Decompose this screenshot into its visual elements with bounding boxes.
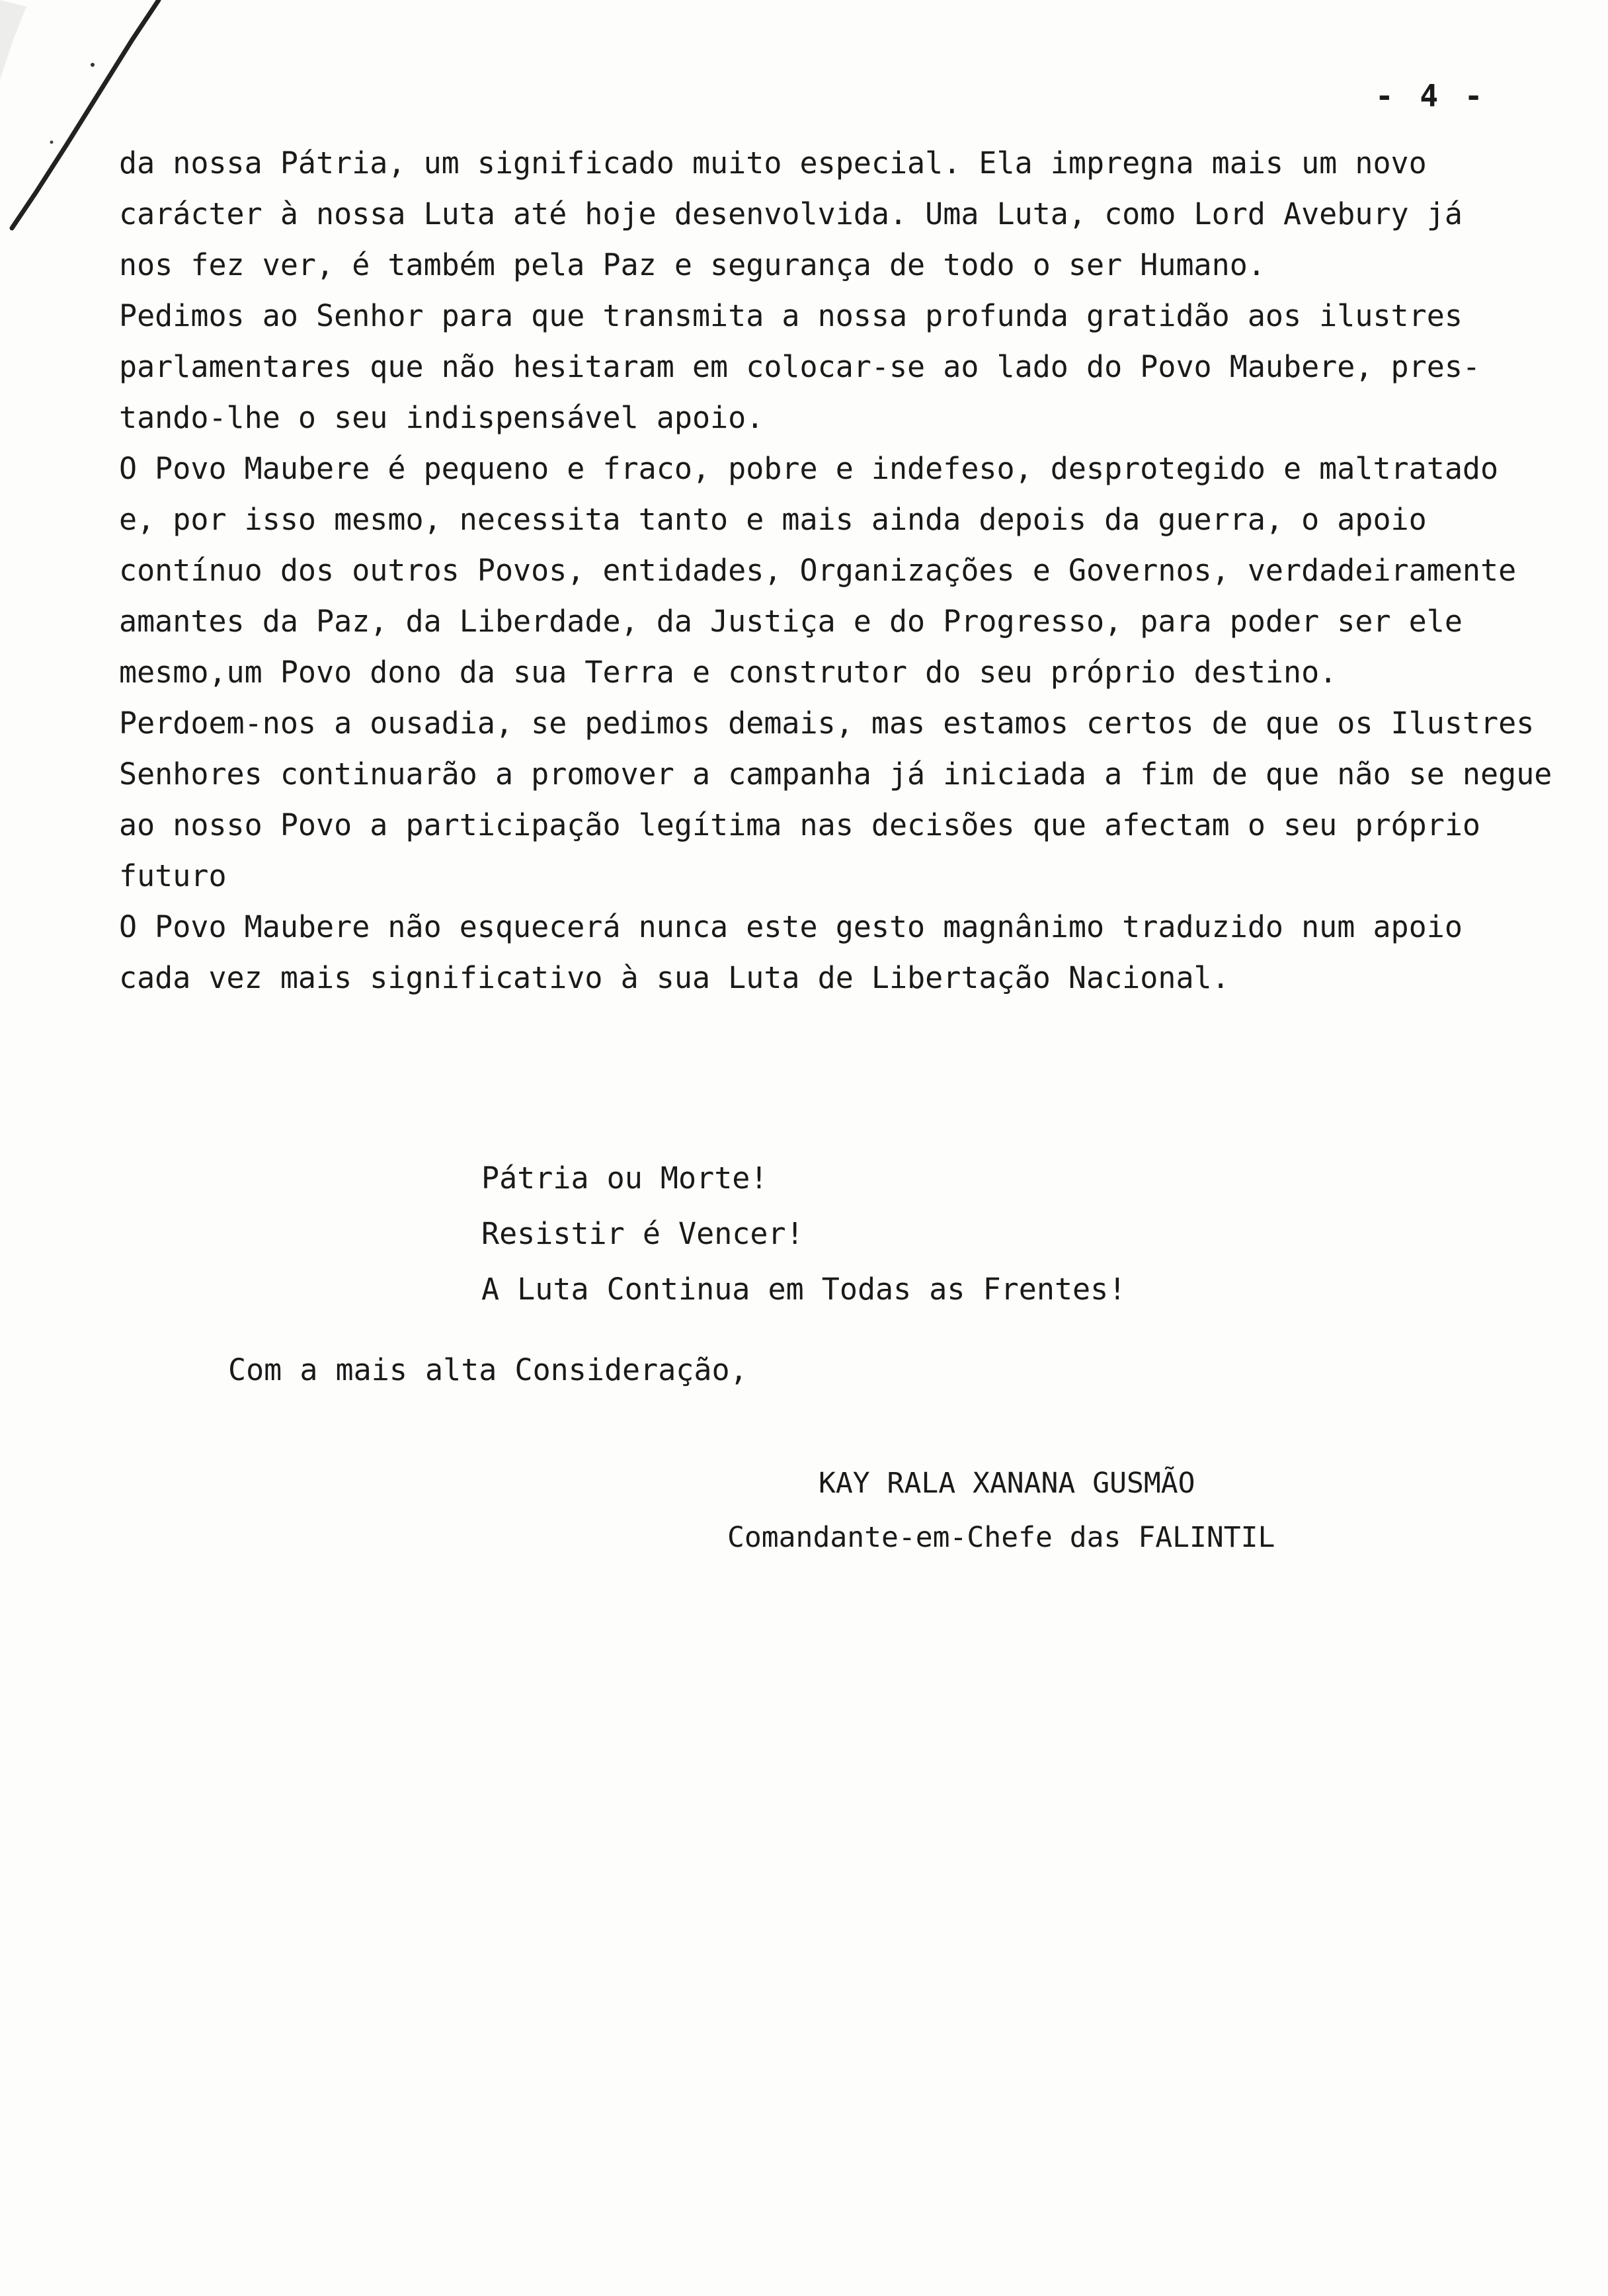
signatory-name: KAY RALA XANANA GUSMÃO (819, 1467, 1195, 1500)
signatory-title: Comandante-em-Chefe das FALINTIL (727, 1521, 1275, 1554)
motto-line: A Luta Continua em Todas as Frentes! (481, 1272, 1127, 1307)
motto-line: Resistir é Vencer! (481, 1216, 804, 1251)
motto-line: Pátria ou Morte! (481, 1161, 768, 1196)
body-line: Pedimos ao Senhor para que transmita a nossa profunda gratidão aos ilustres (119, 298, 1463, 333)
body-line: mesmo,um Povo dono da sua Terra e construtor do seu próprio destino. (119, 655, 1338, 690)
body-line: parlamentares que não hesitaram em colocar-se ao lado do Povo Maubere, pres- (119, 349, 1481, 384)
body-line: O Povo Maubere é pequeno e fraco, pobre e indefeso, desprotegido e maltratado (119, 451, 1499, 486)
body-line: carácter à nossa Luta até hoje desenvolvida. Uma Luta, como Lord Avebury já (119, 196, 1463, 231)
body-line: e, por isso mesmo, necessita tanto e mais ainda depois da guerra, o apoio (119, 502, 1427, 537)
body-line: Senhores continuarão a promover a campanha já iniciada a fim de que não se negue (119, 757, 1552, 792)
body-line: tando-lhe o seu indispensável apoio. (119, 400, 764, 435)
closing-salutation: Com a mais alta Consideração, (228, 1352, 748, 1387)
body-line: ao nosso Povo a participação legítima nas decisões que afectam o seu próprio (119, 807, 1481, 842)
body-line: da nossa Pátria, um significado muito especial. Ela impregna mais um novo (119, 145, 1427, 181)
letter-body (119, 138, 1552, 1003)
body-line: Perdoem-nos a ousadia, se pedimos demais, mas estamos certos de que os Ilustres (119, 706, 1535, 741)
body-line: contínuo dos outros Povos, entidades, Organizações e Governos, verdadeiramente (119, 553, 1517, 588)
body-line: nos fez ver, é também pela Paz e segurança de todo o ser Humano. (119, 247, 1266, 282)
page-number: - 4 - (1375, 78, 1487, 114)
body-line: amantes da Paz, da Liberdade, da Justiça e do Progresso, para poder ser ele (119, 604, 1463, 639)
body-line: cada vez mais significativo à sua Luta de Libertação Nacional. (119, 960, 1230, 995)
motto-block (481, 1151, 1126, 1317)
body-line: futuro (119, 858, 227, 893)
body-line: O Povo Maubere não esquecerá nunca este gesto magnânimo traduzido num apoio (119, 909, 1463, 944)
